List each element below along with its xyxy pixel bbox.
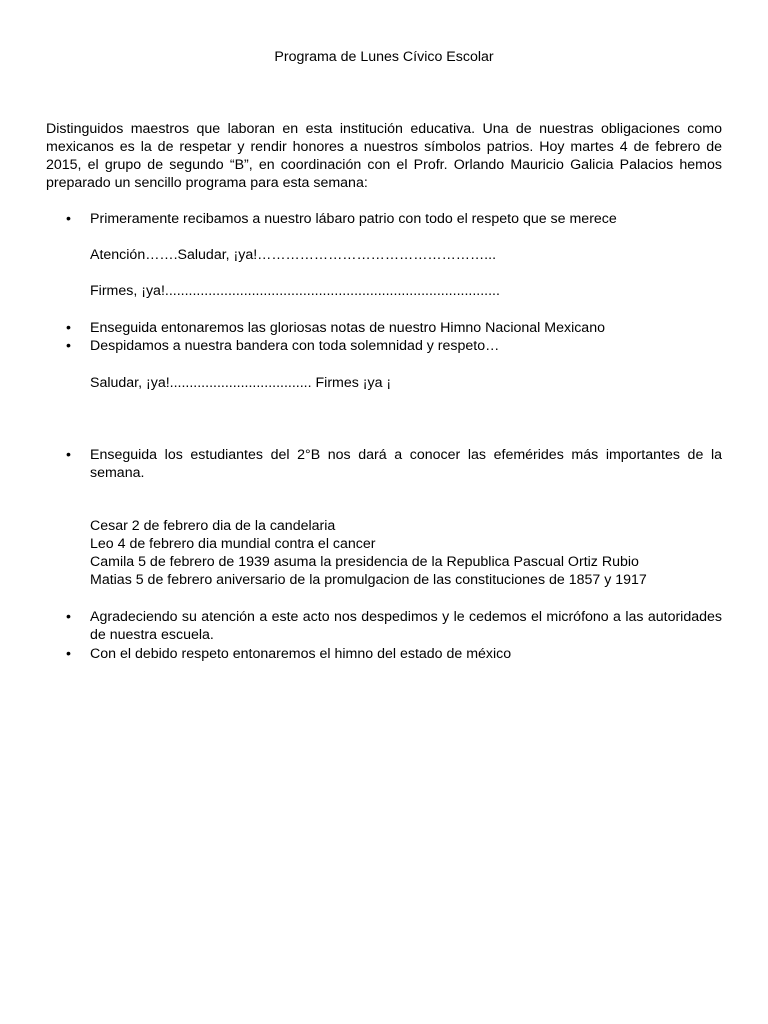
bullet-marker [66,608,82,626]
list-item: Con el debido respeto entonaremos el himno del estado de méxico [90,646,512,662]
intro-paragraph: Distinguidos maestros que laboran en esta institución educativa. Una de nuestras obligaciones como mexicanos es la de respetar y rendir honores a nuestros símbolos patrios. Hoy martes 4 de febrero de 2015, el grupo de segundo “B”, en coordinación con el Profr. Orlando Mauricio Galicia Palacios hemos preparado un sencillo programa para esta semana: [46,121,722,191]
bullet-marker [66,319,82,337]
bullet-marker [66,446,82,464]
command-atencion: Atención…….Saludar, ¡ya!…………………………………………... [90,247,497,263]
efemeride-line: Camila 5 de febrero de 1939 asuma la presidencia de la Republica Pascual Ortiz Rubio [90,554,639,570]
efemeride-line: Leo 4 de febrero dia mundial contra el cancer [90,536,376,552]
efemeride-line: Matias 5 de febrero aniversario de la promulgacion de las constituciones de 1857 y 1917 [90,572,647,588]
document-title: Programa de Lunes Cívico Escolar [274,49,494,65]
list-item: Despidamos a nuestra bandera con toda solemnidad y respeto… [90,338,500,354]
list-item: Agradeciendo su atención a este acto nos despedimos y le cedemos el micrófono a las autoridades de nuestra escuela. [90,609,722,643]
bullet-marker [66,337,82,355]
efemeride-line: Cesar 2 de febrero dia de la candelaria [90,518,336,534]
command-firmes: Firmes, ¡ya!..................................................................................... [90,283,500,299]
bullet-marker [66,645,82,663]
bullet-marker [66,210,82,228]
list-item: Primeramente recibamos a nuestro lábaro patrio con todo el respeto que se merece [90,211,617,227]
list-item: Enseguida entonaremos las gloriosas notas de nuestro Himno Nacional Mexicano [90,320,605,336]
list-item: Enseguida los estudiantes del 2°B nos dará a conocer las efemérides más importantes de la semana. [90,447,722,481]
command-saludar-firmes: Saludar, ¡ya!.................................... Firmes ¡ya ¡ [90,375,392,391]
